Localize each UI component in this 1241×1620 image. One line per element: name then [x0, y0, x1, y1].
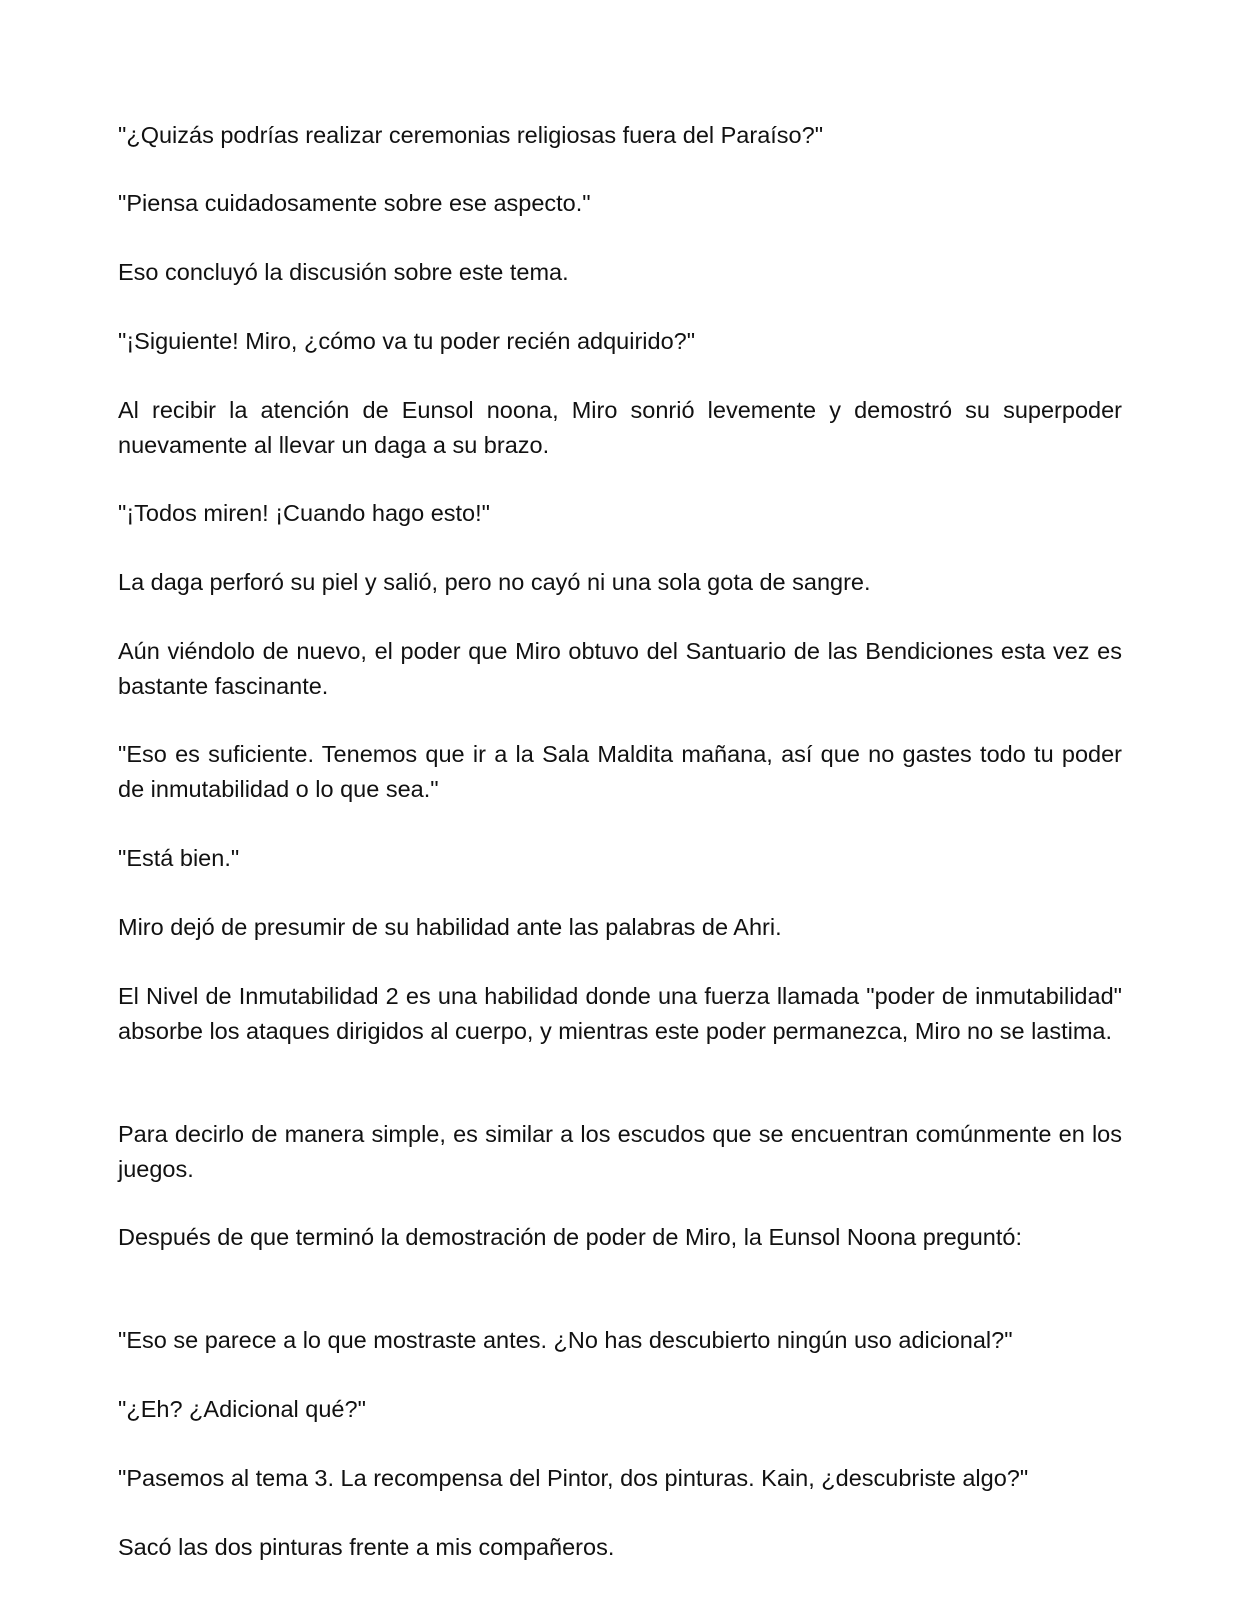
paragraph-16: "¿Eh? ¿Adicional qué?" [118, 1396, 366, 1422]
paragraph-3: Eso concluyó la discusión sobre este tema. [118, 259, 569, 285]
paragraph-6: "¡Todos miren! ¡Cuando hago esto!" [118, 500, 490, 526]
paragraph-17: "Pasemos al tema 3. La recompensa del Pintor, dos pinturas. Kain, ¿descubriste algo?" [118, 1465, 1029, 1491]
paragraph-18: Sacó las dos pinturas frente a mis compañeros. [118, 1534, 615, 1560]
paragraph-10: "Está bien." [118, 845, 240, 871]
paragraph-8: Aún viéndolo de nuevo, el poder que Miro obtuvo del Santuario de las Bendiciones esta vez es bastante fascinante. [118, 638, 1122, 699]
paragraph-2: "Piensa cuidadosamente sobre ese aspecto." [118, 190, 591, 216]
paragraph-5: Al recibir la atención de Eunsol noona, Miro sonrió levemente y demostró su superpoder nuevamente al llevar un daga a su brazo. [118, 397, 1122, 458]
paragraph-12: El Nivel de Inmutabilidad 2 es una habilidad donde una fuerza llamada "poder de inmutabilidad" absorbe los ataques dirigidos al cuerpo, y mientras este poder permanezca, Miro no se lastima. [118, 983, 1122, 1044]
paragraph-4: "¡Siguiente! Miro, ¿cómo va tu poder recién adquirido?" [118, 328, 696, 354]
paragraph-14: Después de que terminó la demostración de poder de Miro, la Eunsol Noona preguntó: [118, 1224, 1022, 1250]
paragraph-15: "Eso se parece a lo que mostraste antes. ¿No has descubierto ningún uso adicional?" [118, 1327, 1013, 1353]
paragraph-1: "¿Quizás podrías realizar ceremonias religiosas fuera del Paraíso?" [118, 122, 824, 148]
paragraph-7: La daga perforó su piel y salió, pero no cayó ni una sola gota de sangre. [118, 569, 871, 595]
paragraph-11: Miro dejó de presumir de su habilidad ante las palabras de Ahri. [118, 914, 782, 940]
paragraph-13: Para decirlo de manera simple, es similar a los escudos que se encuentran comúnmente en los juegos. [118, 1121, 1122, 1182]
paragraph-9: "Eso es suficiente. Tenemos que ir a la Sala Maldita mañana, así que no gastes todo tu poder de inmutabilidad o lo que sea." [118, 741, 1122, 802]
